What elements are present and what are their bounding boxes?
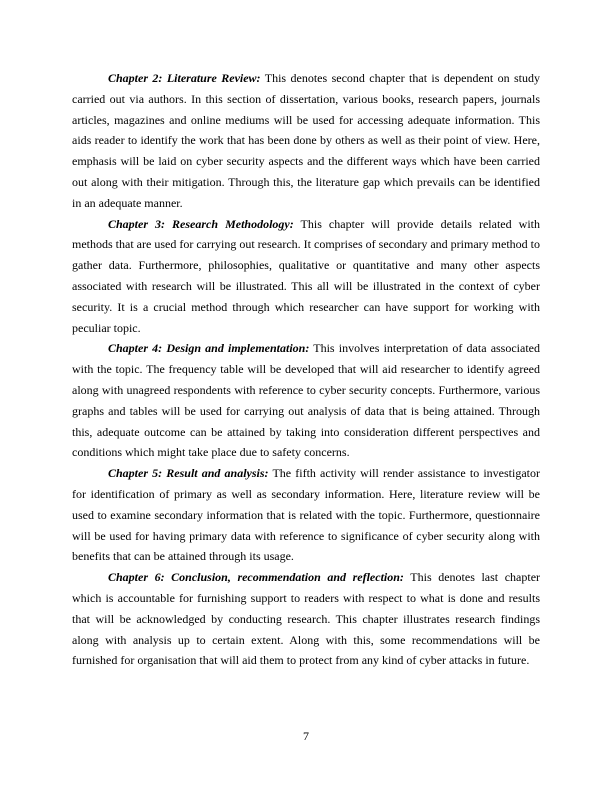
chapter-5-paragraph (72, 463, 540, 567)
chapter-4-text: This involves interpretation of data associated with the topic. The frequency table will be developed that will aid researcher to identify agreed along with unagreed respondents with reference to cyber security concepts. Furthermore, various graphs and tables will be used for carrying out analysis of data that is being attained. Through this, adequate outcome can be attained by taking into consideration different perspectives and conditions which might take place due to safety concerns. (72, 341, 541, 460)
chapter-5-text: The fifth activity will render assistance to investigator for identification of primary as well as secondary information. Here, literature review will be used to examine secondary information that is related with the topic. Furthermore, questionnaire will be used for having primary data with reference to significance of cyber security along with benefits that can be attained through its usage. (72, 466, 540, 564)
chapter-6-paragraph (72, 567, 540, 671)
chapter-4-heading: Chapter 4: Design and implementation: (108, 341, 310, 356)
chapter-6-text: This denotes last chapter which is accountable for furnishing support to readers with respect to what is done and results that will be acknowledged by conducting research. This chapter illustrates research findings along with analysis up to certain extent. Along with this, some recommendations will be furnished for organisation that will aid them to protect from any kind of cyber attacks in future. (72, 570, 541, 668)
chapter-5-heading: Chapter 5: Result and analysis: (108, 466, 269, 481)
chapter-4-paragraph (72, 338, 540, 463)
chapter-3-text: This chapter will provide details related with methods that are used for carrying out research. It comprises of secondary and primary method to gather data. Furthermore, philosophies, qualitative or quantitative and many other aspects associated with research will be illustrated. This all will be illustrated in the context of cyber security. It is a crucial method through which researcher can have support for working with peculiar topic. (72, 216, 540, 335)
page-number: 7 (303, 729, 309, 743)
page-body (72, 68, 540, 671)
chapter-2-paragraph (72, 68, 540, 214)
chapter-6-heading: Chapter 6: Conclusion, recommendation and reflection: (108, 570, 404, 585)
chapter-2-heading: Chapter 2: Literature Review: (108, 71, 261, 85)
chapter-3-paragraph (72, 214, 540, 339)
chapter-2-text: This denotes second chapter that is dependent on study carried out via authors. In this section of dissertation, various books, research papers, journals articles, magazines and online mediums will be used for accessing adequate information. This aids reader to identify the work that has been done by others as well as their point of view. Here, emphasis will be laid on cyber security aspects and the different ways which have been carried out along with their mitigation. Through this, the literature gap which prevails can be identified in an adequate manner. (72, 71, 540, 210)
chapter-3-heading: Chapter 3: Research Methodology: (108, 216, 294, 231)
